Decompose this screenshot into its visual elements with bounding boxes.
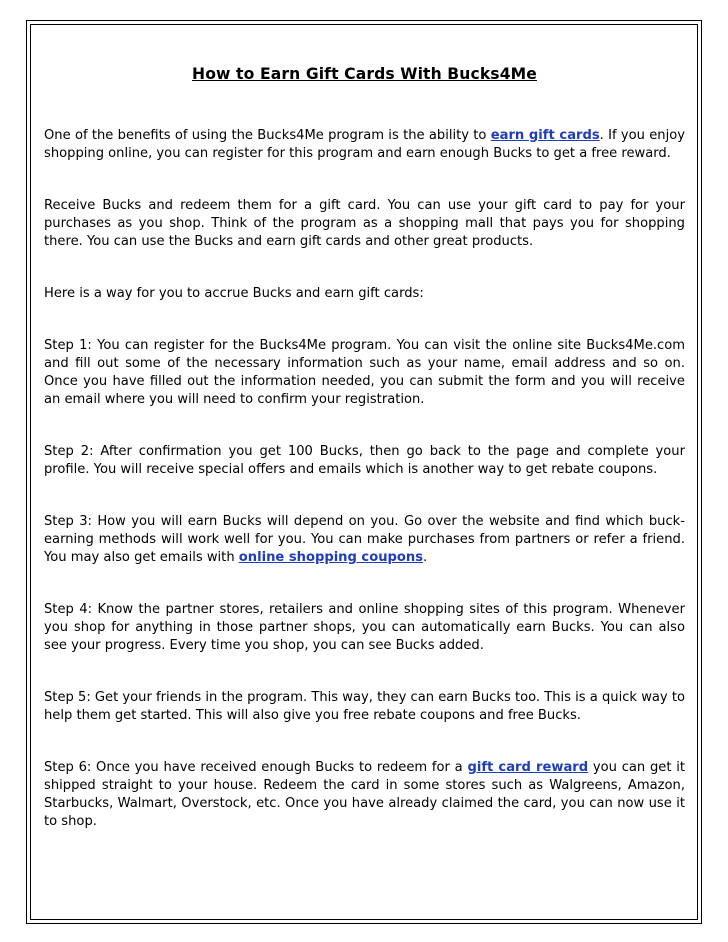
intro-paragraph: One of the benefits of using the Bucks4Me program is the ability to earn gift cards. If you enjoy shopping online, you can register for this program and earn enough Bucks to get a free reward. [44, 128, 685, 161]
page-title: How to Earn Gift Cards With Bucks4Me [192, 65, 537, 83]
document-body [44, 64, 685, 831]
gift-card-reward-link[interactable]: gift card reward [467, 760, 589, 775]
step-4-paragraph: Step 4: Know the partner stores, retailers and online shopping sites of this program. Whenever you shop for anything in those partner shops, you can automatically earn Bucks. You can also see your progress. Every time you shop, you can see Bucks added. [44, 602, 685, 653]
step-3-paragraph: Step 3: How you will earn Bucks will depend on you. Go over the website and find which buck-earning methods will work well for you. You can make purchases from partners or refer a friend. You may also get emails with online shopping coupons. [44, 514, 685, 565]
step-1-paragraph: Step 1: You can register for the Bucks4Me program. You can visit the online site Bucks4Me.com and fill out some of the necessary information such as your name, email address and so on. Once you have filled out the information needed, you can submit the form and you will receive an email where you will need to confirm your registration. [44, 338, 685, 407]
step-6-paragraph: Step 6: Once you have received enough Bucks to redeem for a gift card reward you can get it shipped straight to your house. Redeem the card in some stores such as Walgreens, Amazon, Starbucks, Walmart, Overstock, etc. Once you have already claimed the card, you can now use it to shop. [44, 760, 685, 829]
earn-gift-cards-link[interactable]: earn gift cards [490, 128, 600, 143]
online-shopping-coupons-link[interactable]: online shopping coupons [238, 550, 423, 565]
step-5-paragraph: Step 5: Get your friends in the program. This way, they can earn Bucks too. This is a quick way to help them get started. This will also give you free rebate coupons and free Bucks. [44, 690, 685, 723]
step-2-paragraph: Step 2: After confirmation you get 100 Bucks, then go back to the page and complete your profile. You will receive special offers and emails which is another way to get rebate coupons. [44, 444, 685, 477]
paragraph-receive-bucks: Receive Bucks and redeem them for a gift card. You can use your gift card to pay for your purchases as you shop. Think of the program as a shopping mall that pays you for shopping there. You can use the Bucks and earn gift cards and other great products. [44, 198, 685, 249]
paragraph-accrue-intro: Here is a way for you to accrue Bucks and earn gift cards: [44, 286, 424, 301]
